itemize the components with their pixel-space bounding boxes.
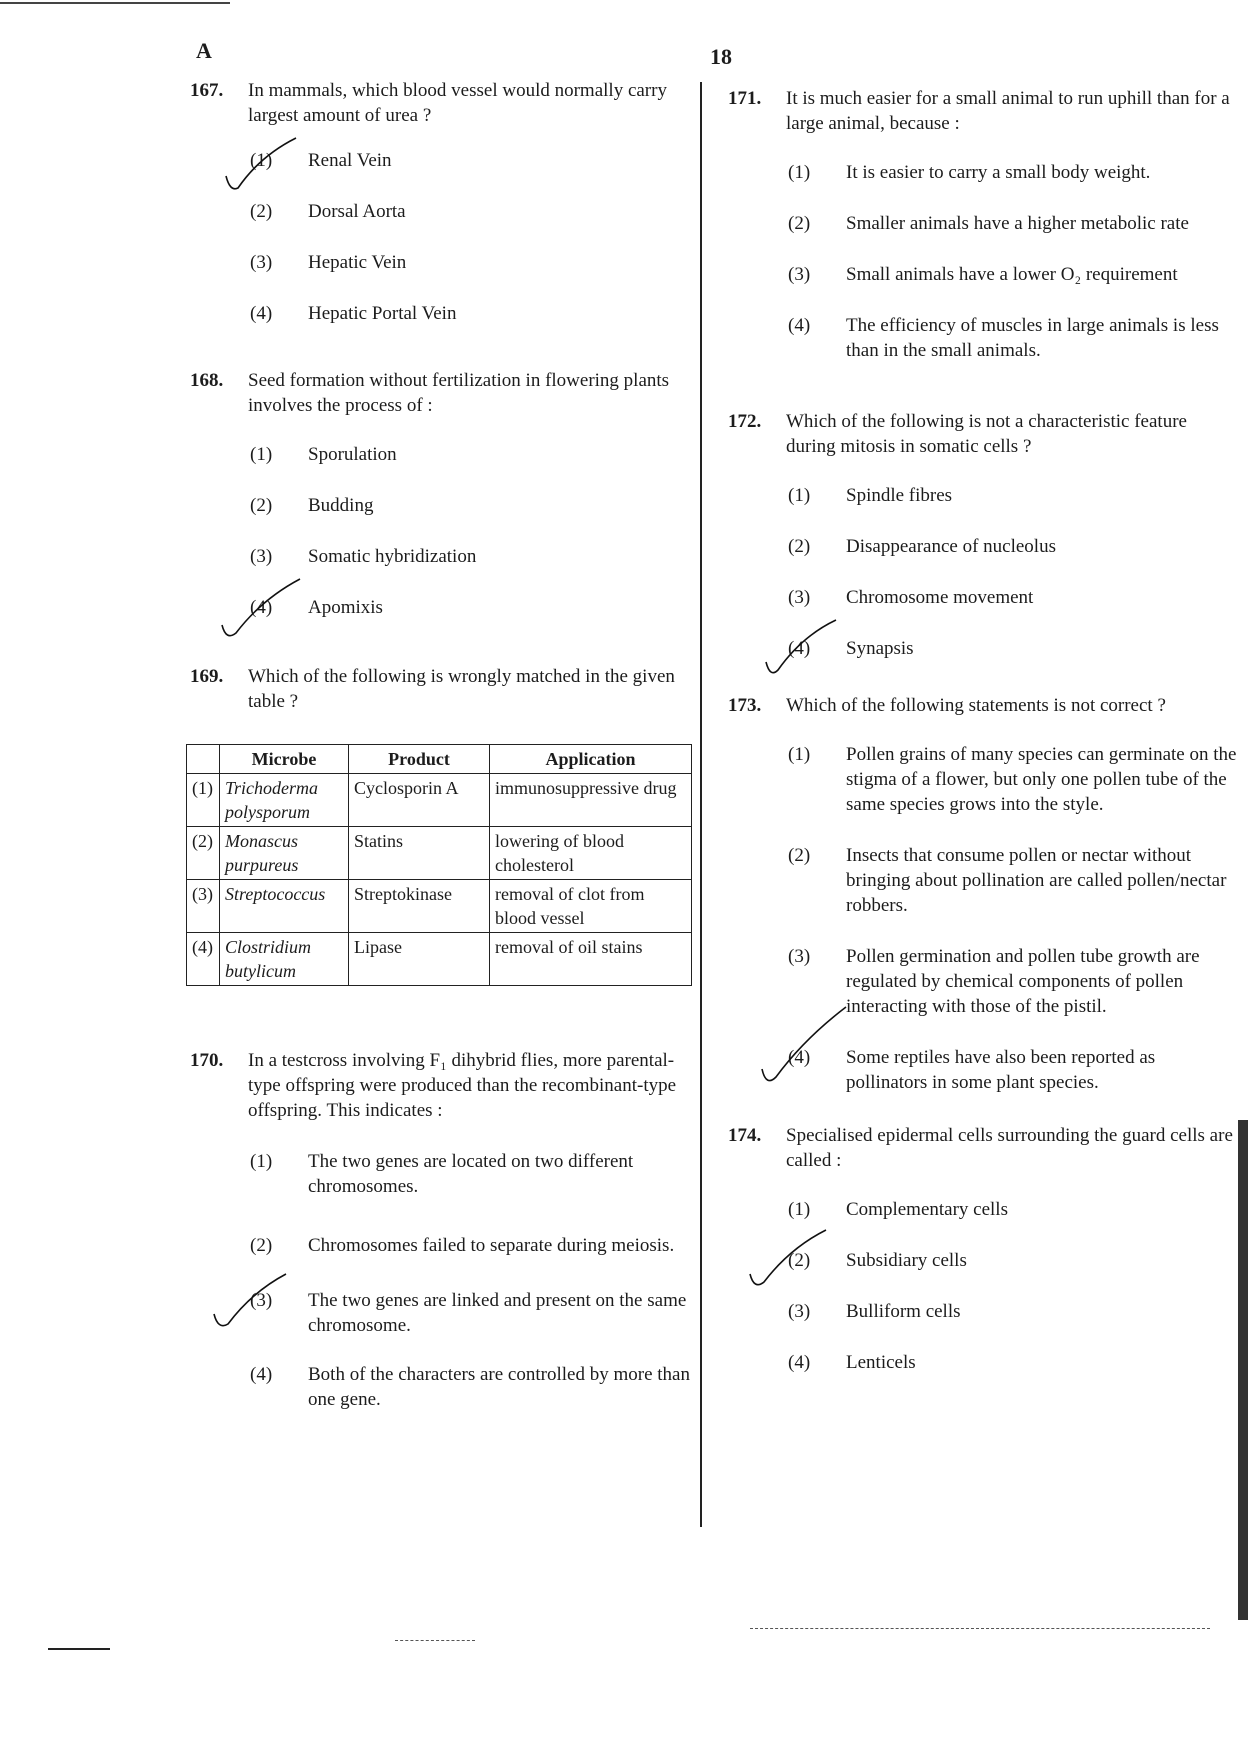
option-text: Spindle fibres <box>846 485 953 506</box>
option-1[interactable] <box>728 483 1240 508</box>
option-1[interactable] <box>190 442 695 467</box>
microbe-cell: Trichoderma polysporum <box>220 774 349 827</box>
option-number: (4) <box>250 597 273 618</box>
option-number: (2) <box>788 213 811 234</box>
option-number: (3) <box>250 546 273 567</box>
option-number: (3) <box>250 252 273 273</box>
question-text: Which of the following is wrongly matched in the given table ? <box>248 666 675 712</box>
option-3[interactable] <box>728 585 1240 610</box>
product-cell: Streptokinase <box>349 880 490 933</box>
option-number: (1) <box>788 744 811 765</box>
table-row[interactable] <box>187 827 692 880</box>
question-170 <box>190 1048 695 1412</box>
option-1[interactable] <box>728 742 1240 817</box>
option-4[interactable] <box>728 313 1240 363</box>
option-number: (2) <box>250 1235 273 1256</box>
option-number: (2) <box>788 536 811 557</box>
question-number: 170. <box>190 1050 224 1071</box>
option-text: Sporulation <box>308 444 397 465</box>
page-number: 18 <box>710 44 732 69</box>
option-text: Subsidiary cells <box>846 1250 967 1271</box>
option-text: Disappearance of nucleolus <box>846 536 1056 557</box>
right-column <box>728 86 1240 1401</box>
option-text: The two genes are linked and present on the same chromosome. <box>308 1290 687 1336</box>
option-4[interactable] <box>728 1350 1240 1375</box>
option-4[interactable] <box>190 301 695 326</box>
question-172 <box>728 409 1240 661</box>
option-2[interactable] <box>190 1233 695 1258</box>
option-number: (1) <box>788 485 811 506</box>
matching-table <box>186 744 692 986</box>
question-text: It is much easier for a small animal to run uphill than for a large animal, because : <box>786 88 1230 134</box>
option-text: Budding <box>308 495 374 516</box>
option-text: Pollen grains of many species can germinate on the stigma of a flower, but only one pollen tube of the same species grows into the style. <box>846 744 1237 815</box>
application-cell: removal of oil stains <box>490 933 692 986</box>
option-text: It is easier to carry a small body weight. <box>846 162 1151 183</box>
option-text: Dorsal Aorta <box>308 201 406 222</box>
microbe-cell: Streptococcus <box>220 880 349 933</box>
option-text: Hepatic Portal Vein <box>308 303 457 324</box>
row-number: (3) <box>187 880 220 933</box>
question-text: Seed formation without fertilization in flowering plants involves the process of : <box>248 370 670 416</box>
question-text: Specialised epidermal cells surrounding the guard cells are called : <box>786 1125 1233 1171</box>
option-text: Complementary cells <box>846 1199 1008 1220</box>
option-text: Apomixis <box>308 597 383 618</box>
table-header <box>187 745 220 774</box>
footer-rule <box>48 1648 110 1650</box>
option-number: (2) <box>788 845 811 866</box>
option-number: (3) <box>250 1290 273 1311</box>
question-174 <box>728 1123 1240 1375</box>
table-header: Application <box>490 745 692 774</box>
table-row[interactable] <box>187 933 692 986</box>
option-2[interactable] <box>728 211 1240 236</box>
question-number: 173. <box>728 695 762 716</box>
option-text: Renal Vein <box>308 150 392 171</box>
option-number: (1) <box>250 1151 273 1172</box>
application-cell: immunosuppressive drug <box>490 774 692 827</box>
question-text: Which of the following statements is not correct ? <box>786 695 1166 716</box>
option-text: Hepatic Vein <box>308 252 407 273</box>
option-text: The efficiency of muscles in large animals is less than in the small animals. <box>846 315 1219 361</box>
question-171 <box>728 86 1240 363</box>
option-4[interactable] <box>190 1362 695 1412</box>
option-number: (4) <box>788 1352 811 1373</box>
option-text: Some reptiles have also been reported as pollinators in some plant species. <box>846 1047 1156 1093</box>
option-number: (3) <box>788 264 811 285</box>
question-number: 168. <box>190 370 224 391</box>
option-4[interactable] <box>190 595 695 620</box>
option-2[interactable] <box>728 1248 1240 1273</box>
option-number: (2) <box>250 495 273 516</box>
question-173 <box>728 693 1240 1095</box>
question-set-label: A <box>196 38 212 63</box>
question-number: 171. <box>728 88 762 109</box>
option-number: (2) <box>250 201 273 222</box>
microbe-cell: Monascus purpureus <box>220 827 349 880</box>
question-text: Which of the following is not a characteristic feature during mitosis in somatic cells ? <box>786 411 1187 457</box>
option-number: (3) <box>788 946 811 967</box>
option-number: (4) <box>250 303 273 324</box>
question-number: 169. <box>190 666 224 687</box>
option-text: Bulliform cells <box>846 1301 961 1322</box>
option-text: Small animals have a lower O₂ requirement <box>846 264 1178 285</box>
option-text: Chromosome movement <box>846 587 1034 608</box>
option-4[interactable] <box>728 636 1240 661</box>
row-number: (1) <box>187 774 220 827</box>
option-text: Chromosomes failed to separate during meiosis. <box>308 1235 675 1256</box>
table-header: Microbe <box>220 745 349 774</box>
application-cell: removal of clot from blood vessel <box>490 880 692 933</box>
option-text: Synapsis <box>846 638 914 659</box>
option-number: (1) <box>250 444 273 465</box>
option-number: (1) <box>250 150 273 171</box>
option-1[interactable] <box>728 1197 1240 1222</box>
option-2[interactable] <box>728 534 1240 559</box>
option-1[interactable] <box>728 160 1240 185</box>
microbe-cell: Clostridium butylicum <box>220 933 349 986</box>
option-1[interactable] <box>190 148 695 173</box>
option-1[interactable] <box>190 1149 695 1199</box>
option-text: Pollen germination and pollen tube growth are regulated by chemical components of pollen interacting with those of the pistil. <box>846 946 1200 1017</box>
table-row[interactable] <box>187 774 692 827</box>
option-number: (4) <box>788 315 811 336</box>
option-text: Lenticels <box>846 1352 916 1373</box>
left-column <box>190 78 695 1438</box>
option-number: (1) <box>788 162 811 183</box>
option-3[interactable] <box>728 262 1240 287</box>
option-number: (4) <box>250 1364 273 1385</box>
question-number: 174. <box>728 1125 762 1146</box>
product-cell: Cyclosporin A <box>349 774 490 827</box>
option-number: (2) <box>788 1250 811 1271</box>
option-3[interactable] <box>190 250 695 275</box>
option-2[interactable] <box>190 199 695 224</box>
option-4[interactable] <box>728 1045 1240 1095</box>
footer-dash <box>750 1628 1210 1629</box>
option-number: (3) <box>788 587 811 608</box>
question-number: 172. <box>728 411 762 432</box>
option-text: Both of the characters are controlled by more than one gene. <box>308 1364 690 1410</box>
row-number: (4) <box>187 933 220 986</box>
option-number: (1) <box>788 1199 811 1220</box>
table-header: Product <box>349 745 490 774</box>
option-3[interactable] <box>190 544 695 569</box>
table-row[interactable] <box>187 880 692 933</box>
option-text: The two genes are located on two different chromosomes. <box>308 1151 634 1197</box>
footer-dash <box>395 1640 475 1641</box>
option-3[interactable] <box>728 944 1240 1019</box>
row-number: (2) <box>187 827 220 880</box>
product-cell: Lipase <box>349 933 490 986</box>
option-text: Smaller animals have a higher metabolic rate <box>846 213 1189 234</box>
question-167 <box>190 78 695 326</box>
application-cell: lowering of blood cholesterol <box>490 827 692 880</box>
option-number: (4) <box>788 1047 811 1068</box>
option-2[interactable] <box>728 843 1240 918</box>
option-number: (3) <box>788 1301 811 1322</box>
option-2[interactable] <box>190 493 695 518</box>
question-168 <box>190 368 695 620</box>
option-text: Somatic hybridization <box>308 546 477 567</box>
product-cell: Statins <box>349 827 490 880</box>
question-169 <box>190 664 695 986</box>
question-text: In a testcross involving F₁ dihybrid flies, more parental-type offspring were produced than the recombinant-type offspring. This indicates : <box>248 1050 677 1121</box>
option-text: Insects that consume pollen or nectar without bringing about pollination are called pollen/nectar robbers. <box>846 845 1227 916</box>
scan-edge <box>1238 1120 1248 1620</box>
option-3[interactable] <box>190 1288 695 1338</box>
column-divider <box>700 82 702 1527</box>
question-text: In mammals, which blood vessel would normally carry largest amount of urea ? <box>248 80 667 126</box>
question-number: 167. <box>190 80 224 101</box>
option-number: (4) <box>788 638 811 659</box>
top-rule <box>0 2 230 4</box>
option-3[interactable] <box>728 1299 1240 1324</box>
